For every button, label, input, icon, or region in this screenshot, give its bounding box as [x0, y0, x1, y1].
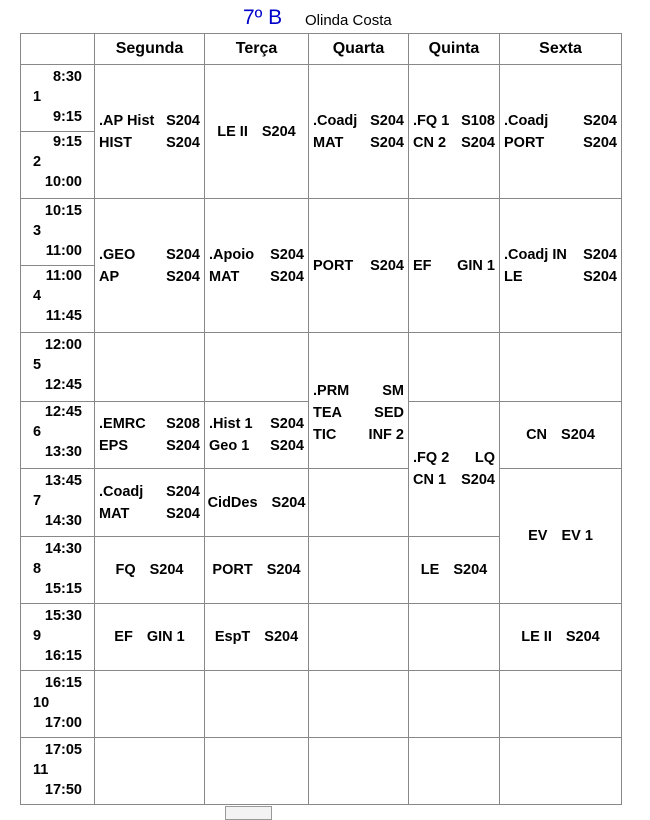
lesson-line	[504, 424, 617, 446]
period-end: 11:00	[45, 243, 82, 259]
period-end: 14:30	[44, 513, 82, 529]
lesson-line	[99, 481, 200, 503]
lesson-line	[313, 132, 404, 154]
period-number: 5	[33, 357, 42, 373]
lesson-cell[interactable]	[205, 65, 309, 199]
lesson-cell[interactable]	[95, 65, 205, 199]
lesson-cell[interactable]	[409, 671, 500, 738]
subject-label: CN	[526, 427, 548, 443]
lesson-line	[313, 424, 404, 446]
lesson-line	[99, 559, 200, 581]
period-end: 17:00	[44, 715, 82, 731]
room-label: S204	[149, 562, 184, 578]
subject-label: CN 1	[413, 472, 447, 488]
period-number: 11	[33, 762, 49, 778]
lesson-line	[99, 110, 200, 132]
period-end: 10:00	[44, 174, 82, 190]
period-number: 6	[33, 424, 42, 440]
subject-label: FQ	[115, 562, 136, 578]
room-label: S204	[264, 629, 299, 645]
room-label: S204	[370, 134, 404, 151]
room-label: S108	[461, 112, 495, 129]
subject-label: .PRM	[313, 383, 350, 399]
subject-label: LE II	[521, 629, 552, 645]
period-start: 13:45	[44, 473, 82, 489]
period-start: 17:05	[44, 742, 82, 758]
subject-label: MAT	[209, 268, 240, 285]
room-label: S204	[583, 112, 617, 129]
room-label: S204	[270, 246, 304, 263]
lesson-line	[504, 266, 617, 288]
room-label: EV 1	[561, 528, 593, 544]
lesson-cell[interactable]	[309, 537, 409, 604]
lesson-line	[413, 447, 495, 469]
period-time-cell	[21, 604, 95, 671]
subject-label: LE	[420, 562, 440, 578]
lesson-line	[209, 492, 304, 514]
subject-label: .FQ 1	[413, 112, 450, 129]
lesson-cell[interactable]	[409, 604, 500, 671]
subject-label: EF	[114, 629, 133, 645]
room-label: S204	[266, 562, 301, 578]
lesson-line	[413, 559, 495, 581]
lesson-line	[313, 255, 404, 277]
period-end: 12:45	[44, 377, 82, 393]
lesson-cell[interactable]	[500, 333, 622, 402]
lesson-cell[interactable]	[205, 671, 309, 738]
period-start: 12:00	[44, 337, 82, 353]
period-start: 16:15	[44, 675, 82, 691]
lesson-cell[interactable]	[409, 65, 500, 199]
lesson-cell[interactable]	[309, 738, 409, 805]
subject-label: .Coadj IN	[504, 246, 567, 263]
lesson-cell[interactable]	[95, 469, 205, 537]
room-label: S204	[583, 246, 617, 263]
lesson-line	[99, 244, 200, 266]
room-label: S204	[561, 427, 595, 443]
lesson-cell[interactable]	[409, 738, 500, 805]
lesson-cell[interactable]	[205, 537, 309, 604]
room-label: S204	[370, 112, 404, 129]
subject-label: HIST	[99, 134, 133, 151]
subject-label: .Apoio	[209, 246, 255, 263]
period-time-cell	[21, 65, 95, 132]
period-end: 15:15	[44, 581, 82, 597]
corner-header	[21, 34, 95, 65]
period-number: 10	[33, 695, 50, 711]
lesson-cell[interactable]	[309, 199, 409, 333]
lesson-cell[interactable]	[309, 469, 409, 537]
subject-label: PORT	[504, 134, 545, 151]
lesson-cell[interactable]	[95, 537, 205, 604]
lesson-cell[interactable]	[309, 65, 409, 199]
lesson-cell[interactable]	[205, 604, 309, 671]
subject-label: PORT	[313, 257, 354, 274]
room-label: INF 2	[368, 427, 404, 443]
room-label: GIN 1	[457, 257, 495, 274]
lesson-cell[interactable]	[205, 738, 309, 805]
lesson-line	[504, 525, 617, 547]
period-end: 17:50	[44, 782, 82, 798]
room-label: S204	[370, 257, 404, 274]
period-time-cell	[21, 132, 95, 199]
lesson-line	[413, 255, 495, 277]
timetable	[20, 33, 622, 805]
room-label: S204	[166, 134, 200, 151]
lesson-line	[313, 402, 404, 424]
day-header: Quarta	[309, 34, 409, 65]
subject-label: AP	[99, 268, 120, 285]
lesson-line	[209, 559, 304, 581]
subject-label: .EMRC	[99, 416, 146, 432]
lesson-cell[interactable]	[95, 671, 205, 738]
lesson-line	[209, 121, 304, 143]
lesson-cell[interactable]	[95, 333, 205, 402]
period-end: 13:30	[44, 444, 82, 460]
subject-label: LE II	[217, 123, 248, 140]
lesson-line	[99, 132, 200, 154]
lesson-line	[504, 626, 617, 648]
room-label: LQ	[474, 450, 495, 466]
scroll-corner	[225, 806, 272, 820]
subject-label: EF	[413, 257, 432, 274]
room-label: SM	[382, 383, 404, 399]
lesson-line	[99, 626, 200, 648]
period-number: 2	[33, 154, 42, 170]
room-label: S204	[166, 246, 200, 263]
lesson-line	[504, 110, 617, 132]
lesson-line	[209, 413, 304, 435]
period-time-cell	[21, 671, 95, 738]
period-number: 7	[33, 493, 42, 509]
room-label: GIN 1	[146, 629, 185, 645]
period-start: 10:15	[44, 203, 82, 219]
period-start: 11:00	[45, 268, 82, 284]
lesson-line	[413, 110, 495, 132]
lesson-line	[313, 110, 404, 132]
room-label: S204	[583, 134, 617, 151]
lesson-cell[interactable]	[95, 402, 205, 469]
period-number: 9	[33, 628, 42, 644]
period-end: 16:15	[44, 648, 82, 664]
subject-label: .AP Hist	[99, 112, 155, 129]
period-time-cell	[21, 199, 95, 266]
subject-label: PORT	[212, 562, 253, 578]
period-time-cell	[21, 266, 95, 333]
room-label: S204	[270, 268, 304, 285]
room-label: S204	[453, 562, 488, 578]
period-time-cell	[21, 402, 95, 469]
room-label: S204	[583, 268, 617, 285]
period-end: 11:45	[45, 308, 82, 324]
room-label: S204	[166, 505, 200, 522]
subject-label: CN 2	[413, 134, 447, 151]
lesson-line	[99, 503, 200, 525]
period-start: 14:30	[44, 541, 82, 557]
period-start: 9:15	[52, 134, 82, 150]
lesson-line	[209, 435, 304, 457]
room-label: S204	[261, 123, 296, 140]
subject-label: MAT	[99, 505, 130, 522]
subject-label: EspT	[214, 629, 251, 645]
lesson-cell[interactable]	[95, 738, 205, 805]
period-number: 8	[33, 561, 42, 577]
subject-label: TEA	[313, 405, 342, 421]
room-label: S204	[565, 629, 600, 645]
day-header: Sexta	[500, 34, 622, 65]
lesson-cell[interactable]	[205, 333, 309, 402]
period-start: 8:30	[52, 69, 82, 85]
timetable-header	[0, 6, 650, 32]
period-number: 1	[33, 89, 42, 105]
lesson-cell[interactable]	[500, 199, 622, 333]
lesson-line	[209, 244, 304, 266]
lesson-cell[interactable]	[309, 671, 409, 738]
lesson-cell[interactable]	[95, 604, 205, 671]
day-header: Terça	[205, 34, 309, 65]
lesson-cell[interactable]	[500, 738, 622, 805]
lesson-cell[interactable]	[500, 671, 622, 738]
subject-label: TIC	[313, 427, 337, 443]
lesson-cell[interactable]	[309, 604, 409, 671]
room-label: S204	[166, 112, 200, 129]
lesson-line	[413, 132, 495, 154]
lesson-line	[99, 435, 200, 457]
room-label: S204	[271, 494, 306, 511]
room-label: S208	[166, 416, 200, 432]
room-label: S204	[461, 472, 495, 488]
subject-label: .Hist 1	[209, 416, 253, 432]
lesson-line	[99, 413, 200, 435]
subject-label: Geo 1	[209, 438, 250, 454]
lesson-line	[504, 244, 617, 266]
class-name: 7º B	[243, 6, 283, 29]
lesson-line	[209, 266, 304, 288]
period-start: 12:45	[44, 404, 82, 420]
subject-label: EPS	[99, 438, 129, 454]
lesson-cell[interactable]	[500, 604, 622, 671]
subject-label: CidDes	[207, 494, 258, 511]
subject-label: .FQ 2	[413, 450, 450, 466]
room-label: S204	[270, 416, 304, 432]
room-label: S204	[166, 268, 200, 285]
lesson-line	[313, 380, 404, 402]
lesson-line	[413, 469, 495, 491]
period-end: 9:15	[52, 109, 82, 125]
lesson-cell[interactable]	[309, 333, 409, 469]
period-number: 3	[33, 223, 42, 239]
lesson-cell[interactable]	[500, 469, 622, 604]
lesson-cell[interactable]	[205, 199, 309, 333]
room-label: S204	[270, 438, 304, 454]
subject-label: .Coadj	[99, 483, 144, 500]
subject-label: .GEO	[99, 246, 136, 263]
room-label: SED	[374, 405, 404, 421]
lesson-line	[504, 132, 617, 154]
lesson-cell[interactable]	[409, 333, 500, 402]
period-number: 4	[33, 288, 42, 304]
lesson-cell[interactable]	[205, 469, 309, 537]
period-time-cell	[21, 469, 95, 537]
day-header: Segunda	[95, 34, 205, 65]
lesson-line	[99, 266, 200, 288]
period-time-cell	[21, 333, 95, 402]
room-label: S204	[166, 438, 200, 454]
period-start: 15:30	[44, 608, 82, 624]
lesson-line	[209, 626, 304, 648]
room-label: S204	[166, 483, 200, 500]
lesson-cell[interactable]	[205, 402, 309, 469]
subject-label: EV	[528, 528, 548, 544]
lesson-cell[interactable]	[500, 65, 622, 199]
room-label: S204	[461, 134, 495, 151]
period-time-cell	[21, 537, 95, 604]
subject-label: LE	[504, 268, 523, 285]
lesson-cell[interactable]	[409, 402, 500, 537]
period-time-cell	[21, 738, 95, 805]
subject-label: .Coadj	[504, 112, 549, 129]
subject-label: .Coadj	[313, 112, 358, 129]
teacher-name: Olinda Costa	[305, 12, 392, 29]
lesson-cell[interactable]	[95, 199, 205, 333]
lesson-cell[interactable]	[409, 537, 500, 604]
lesson-cell[interactable]	[500, 402, 622, 469]
subject-label: MAT	[313, 134, 344, 151]
day-header: Quinta	[409, 34, 500, 65]
lesson-cell[interactable]	[409, 199, 500, 333]
